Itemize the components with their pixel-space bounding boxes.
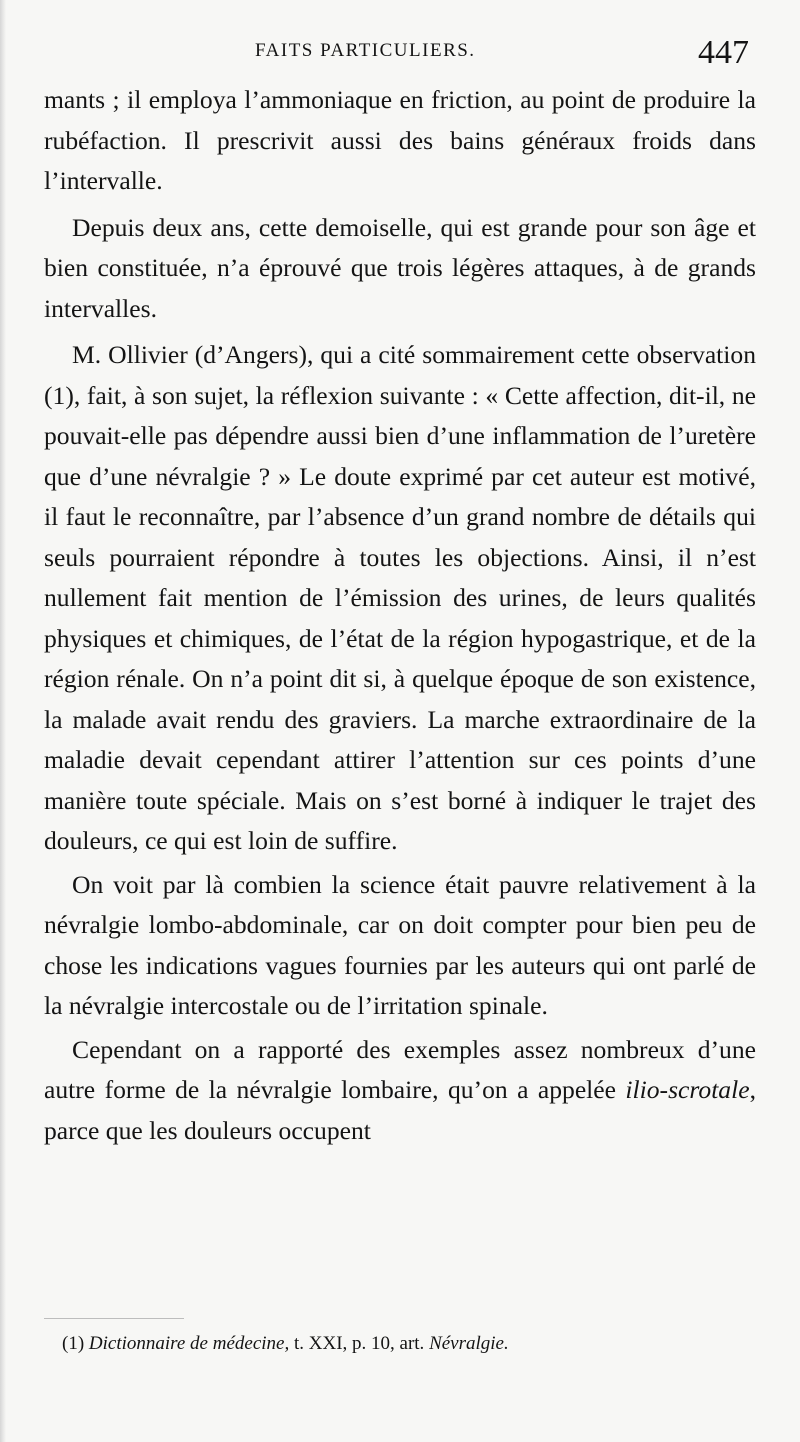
paragraph-2: Depuis deux ans, cette demoiselle, qui est grande pour son âge et bien constituée, n’a éprouvé que trois légères attaques, à de grands intervalles. <box>44 212 756 323</box>
page-edge-shadow <box>0 0 6 1442</box>
footnote-number: (1) <box>62 1333 85 1354</box>
paragraph-5-text-start: Cependant on a rapporté des exemples assez nombreux d’une autre forme de la névralgie lombaire, qu’on a appelée <box>44 1034 756 1104</box>
paragraph-1: mants ; il employa l’ammoniaque en friction, au point de produire la rubéfaction. Il prescrivit aussi des bains généraux froids dans l’intervalle. <box>44 85 756 195</box>
paragraph-5-italic-term: ilio-scrotale <box>625 1075 750 1104</box>
running-head: FAITS PARTICULIERS. <box>255 40 476 61</box>
body-text <box>44 80 756 1154</box>
footnote <box>62 1330 762 1358</box>
paragraph-3: M. Ollivier (d’Angers), qui a cité sommairement cette observation (1), fait, à son sujet, la réflexion suivante : « Cette affection, dit-il, ne pouvait-elle pas dépendre aussi bien d’une inflammation de l’uretère que d’une névralgie ? » Le doute exprimé par cet auteur est motivé, il faut le reconnaître, par l’absence d’un grand nombre de détails qui seuls pourraient répondre à toutes les objections. Ainsi, il n’est nullement fait mention de l’émission des urines, de leurs qualités physiques et chimiques, de l’état de la région hypogastrique, et de la région rénale. On n’a point dit si, à quelque époque de son existence, la malade avait rendu des graviers. La marche extraordinaire de la maladie devait cependant attirer l’attention sur ces points d’une manière toute spéciale. Mais on s’est borné à indiquer le trajet des douleurs, ce qui est loin de suffire. <box>44 340 756 855</box>
paragraph-4: On voit par là combien la science était pauvre relativement à la névralgie lombo-abdominale, car on doit compter pour bien peu de chose les indications vagues fournies par les auteurs qui ont parlé de la névralgie intercostale ou de l’irritation spinale. <box>44 869 756 1020</box>
page-header <box>0 36 800 76</box>
footnote-title: Dictionnaire de médecine, <box>88 1333 290 1354</box>
page-number: 447 <box>698 34 749 71</box>
paragraph-5-text-end: , parce que les douleurs occupent <box>44 1075 756 1145</box>
footnote-article: Névralgie. <box>429 1333 509 1354</box>
footnote-divider <box>44 1318 184 1319</box>
paragraph-5 <box>44 1030 756 1152</box>
footnote-reference: t. XXI, p. 10, art. <box>289 1333 430 1354</box>
